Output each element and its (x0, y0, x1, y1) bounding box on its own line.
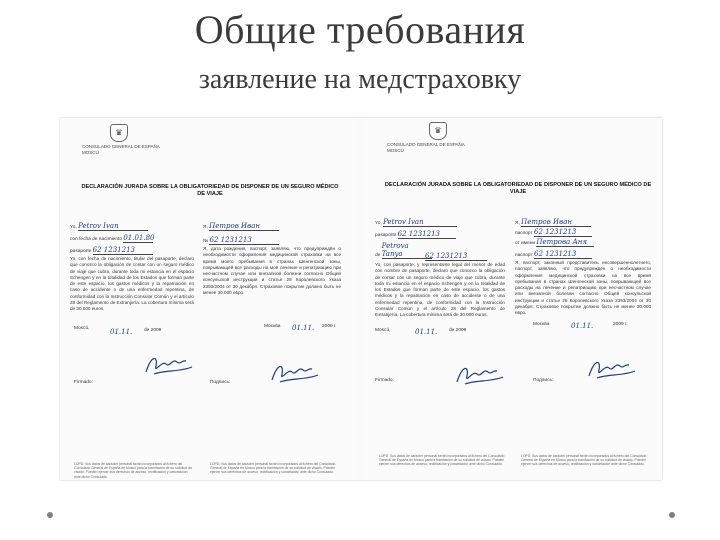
signature (144, 352, 194, 378)
ru-passport-field: 62 1231213 (209, 236, 279, 245)
signature (455, 362, 505, 388)
ru-rep-name-field: Петрова Аня (536, 238, 594, 247)
es-rep-name-field: Petrova Tanya (382, 242, 432, 259)
form-adult: ♛ CONSULADO GENERAL DE ESPAÑA MOSCÚ DECLARACIÓN JURADA SOBRE LA OBLIGATORIEDAD DE DISPONER DE UN SEGURO MÉDICO DE VIAJE Yo, Petrov Ivan con fecha de nacimiento 01.01.80 pasaporte 62 1231213 Yo, con fecha de nacimiento, titular del pasaporte, declaro que conozco la obligación de contar con un seguro médico de viaje que cubra, durante toda mi estancia en el espacio Schengen y en la totalidad de los Estados que forman parte de este espacio, los gastos médicos y la repatriación en caso de accidente o de una enfermedad repentina, de conformidad con la Instrucción Consular Común y el artículo 28 del Reglamento de Extranjería. La cobertura mínima será de 30.000 euros. Я, Петров Иван № 62 1231213 Я, дата рождения, паспорт, заявляю, что предупреждён о необходимости оформления медицинской страховки на все время моего пребывания в странах Шенгенской зоны, покрывающей все расходы на моё лечение и репатриацию при несчастном случае или внезапной болезни согласно Общей консульской инструкции и статье 28 Королевского Указа 2393/2004 от 30 декабря. Страховое покрытие должно быть не менее 30.000 евро. Moscú, 01.11. de 2009 Москва 01.11. 2009 г. Firmado: Подпись: LOPD: Sus datos de carácter personal serán incorporados al fichero del Consulado General de España en Moscú para la tramitación de su solicitud de visado. Pueden ejercer sus derechos de acceso, rectificación y cancelación ante dicho Consulado. LOPD: Sus datos de carácter personal serán incorporados al fichero del Consulado General de España en Moscú para la tramitación de su solicitud de visado. Pueden ejercer sus derechos de acceso, rectificación y cancelación ante dicho Consulado. (60, 118, 357, 480)
footer-note: LOPD: Sus datos de carácter personal serán incorporados al fichero del Consulado General de España en Moscú para la tramitación de su solicitud de visado. Pueden ejercer sus derechos de acceso, rectificación y cancelación ante dicho Consulado. (210, 462, 336, 475)
footer-note: LOPD: Sus datos de carácter personal serán incorporados al fichero del Consulado General de España en Moscú para la tramitación de su solicitud de visado. Pueden ejercer sus derechos de acceso, rectificación y cancelación ante dicho Consulado. (74, 462, 192, 479)
slide-title: Общие требования (194, 7, 526, 52)
ru-sign-label: Подпись: (533, 378, 554, 383)
coat-of-arms-icon: ♛ (429, 122, 447, 140)
es-name-field: Petrov Ivan (383, 218, 457, 227)
footer-note: LOPD: Sus datos de carácter personal serán incorporados al fichero del Consulado General de España en Moscú para la tramitación de su solicitud de visado. Pueden ejercer sus derechos de acceso, rectificación y cancelación ante dicho Consulado. (379, 454, 505, 467)
es-rep-passport-field: 62 1231213 (425, 252, 487, 261)
ru-rep-passport-field: 62 1231213 (534, 250, 592, 259)
es-passport-field: 62 1231213 (93, 246, 153, 255)
consulate-header: CONSULADO GENERAL DE ESPAÑA MOSCÚ (387, 142, 465, 153)
ru-declaration-text: Я, дата рождения, паспорт, заявляю, что предупреждён о необходимости оформления медицинской страховки на все время моего пребывания в странах Шенгенской зоны, покрывающей все расходы на моё лечение и репатриацию при несчастном случае или внезапной болезни согласно Общей консульской инструкции и статье 28 Королевского Указа 2393/2004 от 30 декабря. Страховое покрытие должно быть не менее 30.000 евро. (203, 246, 341, 296)
ru-place: Москва (264, 324, 281, 329)
footer-note: LOPD: Sus datos de carácter personal serán incorporados al fichero del Consulado General de España en Moscú para la tramitación de su solicitud de visado. Pueden ejercer sus derechos de acceso, rectificación y cancelación ante dicho Consulado. (521, 454, 647, 467)
ru-place: Москва (533, 322, 550, 327)
consulate-header: CONSULADO GENERAL DE ESPAÑA MOSCÚ (82, 144, 160, 155)
ru-name-field: Петров Иван (209, 222, 279, 231)
declaration-title: DECLARACIÓN JURADA SOBRE LA OBLIGATORIEDAD DE DISPONER DE UN SEGURO MÉDICO DE VIAJE (81, 184, 339, 197)
ru-year: 2009 г. (322, 324, 337, 329)
nav-dot[interactable] (47, 512, 53, 518)
es-declaration-text: Yo, con pasaporte, y representante legal del menor de edad con nombre de pasaporte, declaro que conozco la obligación de contar con un seguro médico de viaje que cubra, durante toda mi estancia en el espacio Schengen y en la totalidad de los Estados que forman parte de este espacio, los gastos médicos y la repatriación en caso de accidente o de una enfermedad repentina, de conformidad con la Instrucción Consular Común y el artículo 28 del Reglamento de Extranjería. La cobertura mínima será de 30.000 euros. (375, 262, 505, 318)
ru-year: 2009 г. (613, 322, 628, 327)
es-declaration-text: Yo, con fecha de nacimiento, titular del pasaporte, declaro que conozco la obligación de contar con un seguro médico de viaje que cubra, durante toda mi estancia en el espacio Schengen y en la totalidad de los Estados que forman parte de este espacio, los gastos médicos y la repatriación en caso de accidente o de una enfermedad repentina, de conformidad con la Instrucción Consular Común y el artículo 28 del Reglamento de Extranjería. La cobertura mínima será de 30.000 euros. (70, 256, 194, 312)
ru-passport-field: 62 1231213 (534, 228, 592, 237)
declaration-title: DECLARACIÓN JURADA SOBRE LA OBLIGATORIEDAD DE DISPONER DE UN SEGURO MÉDICO DE VIAJE (384, 182, 652, 195)
es-place: Moscú, (74, 326, 90, 331)
es-firma-label: Firmado: (74, 380, 93, 385)
ru-sign-label: Подпись: (210, 380, 231, 385)
form-minor: ♛ CONSULADO GENERAL DE ESPAÑA MOSCÚ DECLARACIÓN JURADA SOBRE LA OBLIGATORIEDAD DE DISPONER DE UN SEGURO MÉDICO DE VIAJE Yo, Petrov Ivan pasaporte 62 1231213 de Petrova Tanya 62 1231213 Yo, con pasaporte, y representante legal del menor de edad con nombre de pasaporte, declaro que conozco la obligación de contar con un seguro médico de viaje que cubra, durante toda mi estancia en el espacio Schengen y en la totalidad de los Estados que forman parte de este espacio, los gastos médicos y la repatriación en caso de accidente o de una enfermedad repentina, de conformidad con la Instrucción Consular Común y el artículo 28 del Reglamento de Extranjería. La cobertura mínima será de 30.000 euros. Я, Петров Иван паспорт 62 1231213 от имени Петрова Аня паспорт 62 1231213 Я, паспорт, законный представитель несовершеннолетнего, паспорт, заявляю, что предупреждён о необходимости оформления медицинской страховки на все время пребывания в странах Шенгенской зоны, покрывающей все расходы на лечение и репатриацию при несчастном случае или внезапной болезни согласно Общей консульской инструкции и статье 28 Королевского Указа 2393/2004 от 30 декабря. Страховое покрытие должно быть не менее 30.000 евро. Moscú, 01.11. de 2009 Москва 01.11. 2009 г. Firmado: Подпись: LOPD: Sus datos de carácter personal serán incorporados al fichero del Consulado General de España en Moscú para la tramitación de su solicitud de visado. Pueden ejercer sus derechos de acceso, rectificación y cancelación ante dicho Consulado. LOPD: Sus datos de carácter personal serán incorporados al fichero del Consulado General de España en Moscú para la tramitación de su solicitud de visado. Pueden ejercer sus derechos de acceso, rectificación y cancelación ante dicho Consulado. (365, 118, 662, 480)
es-date: 01.11. (110, 328, 133, 336)
ru-date: 01.11. (292, 324, 315, 332)
scanned-forms (60, 118, 662, 480)
coat-of-arms-icon: ♛ (110, 124, 128, 142)
ru-date: 01.11. (571, 322, 594, 330)
ru-declaration-text: Я, паспорт, законный представитель несовершеннолетнего, паспорт, заявляю, что предупреждён о необходимости оформления медицинской страховки на все время пребывания в странах Шенгенской зоны, покрывающей все расходы на лечение и репатриацию при несчастном случае или внезапной болезни согласно Общей консульской инструкции и статье 28 Королевского Указа 2393/2004 от 30 декабря. Страховое покрытие должно быть не менее 30.000 евро. (515, 260, 651, 316)
es-year: de 2009 (144, 328, 162, 333)
es-date: 01.11. (415, 328, 438, 336)
signature (587, 356, 637, 382)
es-place: Moscú, (375, 328, 391, 333)
signature (270, 360, 320, 386)
es-firma-label: Firmado: (375, 378, 394, 383)
es-birth-field: 01.01.80 (123, 234, 155, 242)
es-year: de 2009 (449, 328, 467, 333)
es-name-field: Petrov Ivan (78, 222, 148, 231)
nav-dot[interactable] (669, 512, 675, 518)
slide-subtitle: заявление на медстраховку (198, 64, 522, 95)
es-passport-field: 62 1231213 (398, 230, 456, 239)
ru-name-field: Петров Иван (521, 218, 591, 227)
